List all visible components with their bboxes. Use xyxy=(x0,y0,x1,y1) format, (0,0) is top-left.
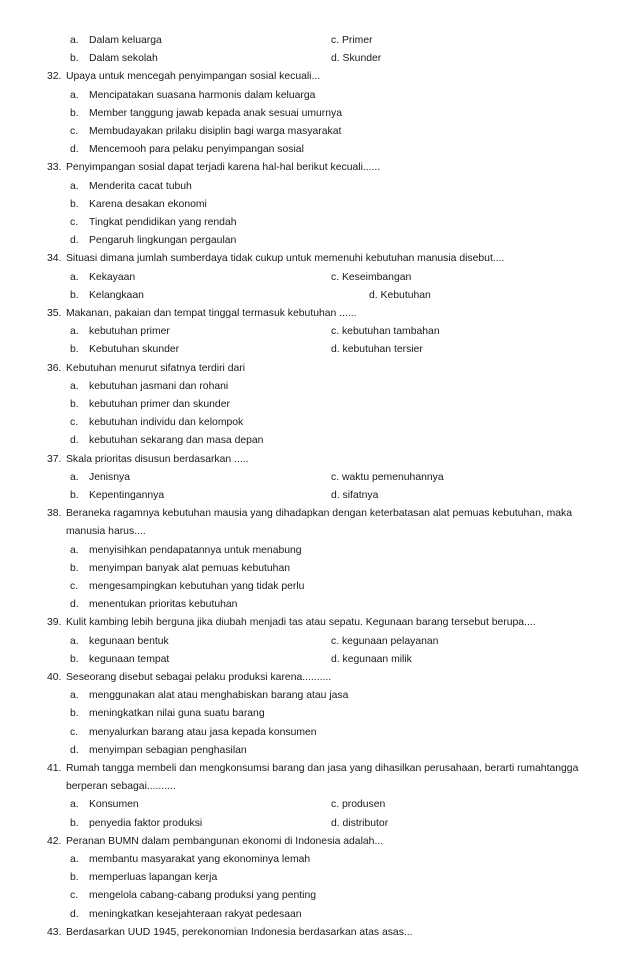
question-text-continuation: manusia harus.... xyxy=(66,526,146,538)
option-row xyxy=(0,123,638,141)
question-row xyxy=(0,924,638,942)
option-text: Jenisnya xyxy=(89,471,131,483)
option-letter: a. xyxy=(70,854,79,865)
option-letter: b. xyxy=(70,53,79,65)
option-text: Tingkat pendidikan yang rendah xyxy=(89,217,237,228)
question-row xyxy=(0,250,638,268)
option-text: memperluas lapangan kerja xyxy=(89,872,218,884)
option-text: Karena desakan ekonomi xyxy=(89,198,207,210)
option-letter: a. xyxy=(70,635,79,647)
option-right-text: d. kebutuhan tersier xyxy=(331,344,423,356)
option-row xyxy=(0,341,638,359)
option-text: kebutuhan primer dan skunder xyxy=(89,399,230,410)
option-text: kebutuhan jasmani dan rohani xyxy=(89,380,229,392)
option-letter: b. xyxy=(70,107,79,119)
option-row xyxy=(0,906,638,924)
question-number: 32. xyxy=(47,71,62,83)
option-text: Kebutuhan skunder xyxy=(89,344,180,356)
option-row xyxy=(0,105,638,123)
option-row xyxy=(0,196,638,214)
option-text: Menderita cacat tubuh xyxy=(89,180,192,192)
question-text: Rumah tangga membeli dan mengkonsumsi barang dan jasa yang dihasilkan perusahaan, berarti rumahtangga xyxy=(66,763,579,774)
option-letter: d. xyxy=(70,908,79,920)
option-row xyxy=(0,396,638,414)
option-row xyxy=(0,141,638,159)
option-row xyxy=(0,742,638,760)
option-letter: c. xyxy=(70,726,79,738)
option-row xyxy=(0,323,638,341)
option-right-text: d. kegunaan milik xyxy=(331,653,412,665)
option-letter: d. xyxy=(70,599,79,611)
question-number: 42. xyxy=(47,835,62,847)
question-row xyxy=(0,159,638,177)
option-letter: b. xyxy=(70,562,79,574)
option-letter: d. xyxy=(70,144,79,156)
option-row xyxy=(0,651,638,669)
option-right-text: c. waktu pemenuhannya xyxy=(331,471,444,483)
question-row xyxy=(0,360,638,378)
option-text: Kepentingannya xyxy=(89,490,165,501)
question-row xyxy=(0,833,638,851)
question-text: Kebutuhan menurut sifatnya terdiri dari xyxy=(66,362,246,374)
option-row xyxy=(0,542,638,560)
option-letter: d. xyxy=(70,235,79,247)
option-row xyxy=(0,796,638,814)
option-text: menggunakan alat atau menghabiskan barang atau jasa xyxy=(89,690,349,702)
option-letter: b. xyxy=(70,198,79,210)
option-text: Konsumen xyxy=(89,799,139,811)
option-letter: c. xyxy=(70,890,79,902)
option-row xyxy=(0,596,638,614)
question-continuation-row xyxy=(0,523,638,541)
option-text: Membudayakan prilaku disiplin bagi warga masyarakat xyxy=(89,126,342,137)
option-row xyxy=(0,87,638,105)
option-text: Dalam keluarga xyxy=(89,35,162,46)
option-letter: b. xyxy=(70,399,79,410)
option-text: mengesampingkan kebutuhan yang tidak perlu xyxy=(89,581,305,592)
option-row xyxy=(0,432,638,450)
question-row xyxy=(0,669,638,687)
option-text: Kelangkaan xyxy=(89,289,144,301)
option-letter: b. xyxy=(70,490,79,501)
option-row xyxy=(0,724,638,742)
option-right-text: c. kegunaan pelayanan xyxy=(331,635,439,647)
option-row xyxy=(0,851,638,869)
option-text: Member tanggung jawab kepada anak sesuai umurnya xyxy=(89,107,342,119)
question-row xyxy=(0,760,638,778)
option-row xyxy=(0,378,638,396)
option-text: kebutuhan sekarang dan masa depan xyxy=(89,435,264,447)
option-row xyxy=(0,32,638,50)
option-row xyxy=(0,469,638,487)
option-text: kegunaan bentuk xyxy=(89,635,169,647)
option-letter: d. xyxy=(70,435,79,447)
option-letter: d. xyxy=(70,744,79,756)
question-text: Seseorang disebut sebagai pelaku produksi karena.......... xyxy=(66,672,332,683)
question-number: 37. xyxy=(47,453,62,465)
option-row xyxy=(0,578,638,596)
option-row xyxy=(0,560,638,578)
option-letter: b. xyxy=(70,708,79,720)
question-row xyxy=(0,451,638,469)
option-right-text: c. kebutuhan tambahan xyxy=(331,326,440,338)
question-row xyxy=(0,505,638,523)
question-number: 33. xyxy=(47,162,62,174)
option-letter: a. xyxy=(70,799,79,811)
question-text: Beraneka ragamnya kebutuhan mausia yang dihadapkan dengan keterbatasan alat pemuas kebutuhan, maka xyxy=(66,508,573,520)
option-text: Mencemooh para pelaku penyimpangan sosial xyxy=(89,144,304,156)
option-letter: a. xyxy=(70,271,79,283)
question-continuation-row xyxy=(0,778,638,796)
question-number: 41. xyxy=(47,763,62,774)
option-row xyxy=(0,214,638,232)
question-number: 34. xyxy=(47,253,62,265)
option-letter: a. xyxy=(70,89,79,101)
option-right-text: d. Skunder xyxy=(331,53,382,65)
question-number: 43. xyxy=(47,926,62,938)
option-text: kebutuhan primer xyxy=(89,326,170,338)
option-letter: a. xyxy=(70,380,79,392)
option-letter: a. xyxy=(70,180,79,192)
option-letter: c. xyxy=(70,417,79,429)
option-text: meningkatkan nilai guna suatu barang xyxy=(89,708,265,720)
option-text: menyisihkan pendapatannya untuk menabung xyxy=(89,544,302,556)
option-text: Dalam sekolah xyxy=(89,53,158,65)
option-text: membantu masyarakat yang ekonominya lemah xyxy=(89,854,311,865)
option-row xyxy=(0,815,638,833)
question-number: 39. xyxy=(47,617,62,629)
question-text: Penyimpangan sosial dapat terjadi karena hal-hal berikut kecuali...... xyxy=(66,162,381,174)
option-row xyxy=(0,178,638,196)
option-text: Kekayaan xyxy=(89,271,136,283)
question-text-continuation: berperan sebagai.......... xyxy=(66,781,176,793)
question-text: Makanan, pakaian dan tempat tinggal termasuk kebutuhan ...... xyxy=(66,308,357,319)
question-number: 35. xyxy=(47,308,62,319)
option-text: mengelola cabang-cabang produksi yang penting xyxy=(89,890,317,902)
option-letter: a. xyxy=(70,544,79,556)
option-row xyxy=(0,414,638,432)
option-letter: a. xyxy=(70,326,79,338)
option-text: menentukan prioritas kebutuhan xyxy=(89,599,238,611)
option-text: penyedia faktor produksi xyxy=(89,817,203,829)
question-text: Berdasarkan UUD 1945, perekonomian Indonesia berdasarkan atas asas... xyxy=(66,926,413,938)
question-text: Situasi dimana jumlah sumberdaya tidak cukup untuk memenuhi kebutuhan manusia disebut.... xyxy=(66,253,505,265)
option-letter: a. xyxy=(70,471,79,483)
option-row xyxy=(0,269,638,287)
option-letter: a. xyxy=(70,35,79,46)
option-letter: b. xyxy=(70,344,79,356)
option-letter: b. xyxy=(70,289,79,301)
option-right-text: c. Keseimbangan xyxy=(331,271,412,283)
question-number: 36. xyxy=(47,362,62,374)
question-text: Skala prioritas disusun berdasarkan ..... xyxy=(66,453,249,465)
option-letter: b. xyxy=(70,817,79,829)
option-text: kegunaan tempat xyxy=(89,653,170,665)
option-right-text: d. sifatnya xyxy=(331,490,379,501)
question-row xyxy=(0,305,638,323)
option-text: Mencipatakan suasana harmonis dalam keluarga xyxy=(89,89,316,101)
option-row xyxy=(0,232,638,250)
option-letter: c. xyxy=(70,126,79,137)
option-row xyxy=(0,687,638,705)
option-text: menyimpan sebagian penghasilan xyxy=(89,744,247,756)
question-number: 40. xyxy=(47,672,62,683)
option-text: meningkatkan kesejahteraan rakyat pedesaan xyxy=(89,908,302,920)
option-letter: b. xyxy=(70,653,79,665)
option-row xyxy=(0,50,638,68)
option-letter: a. xyxy=(70,690,79,702)
option-row xyxy=(0,869,638,887)
option-row xyxy=(0,887,638,905)
question-text: Kulit kambing lebih berguna jika diubah menjadi tas atau sepatu. Kegunaan barang tersebut berupa.... xyxy=(66,617,536,629)
option-right-text: c. produsen xyxy=(331,799,386,811)
option-row xyxy=(0,705,638,723)
option-right-text: c. Primer xyxy=(331,35,373,46)
option-row xyxy=(0,633,638,651)
option-text: Pengaruh lingkungan pergaulan xyxy=(89,235,237,247)
option-row xyxy=(0,487,638,505)
option-letter: b. xyxy=(70,872,79,884)
question-text: Peranan BUMN dalam pembangunan ekonomi di Indonesia adalah... xyxy=(66,835,384,847)
option-text: kebutuhan individu dan kelompok xyxy=(89,417,244,429)
option-row xyxy=(0,287,638,305)
option-right-text: d. distributor xyxy=(331,817,389,829)
question-text: Upaya untuk mencegah penyimpangan sosial kecuali... xyxy=(66,71,321,83)
option-letter: c. xyxy=(70,581,79,592)
question-row xyxy=(0,614,638,632)
option-right-text: d. Kebutuhan xyxy=(369,289,431,301)
question-row xyxy=(0,68,638,86)
option-text: menyalurkan barang atau jasa kepada konsumen xyxy=(89,726,317,738)
option-text: menyimpan banyak alat pemuas kebutuhan xyxy=(89,562,291,574)
question-number: 38. xyxy=(47,508,62,520)
option-letter: c. xyxy=(70,217,79,228)
